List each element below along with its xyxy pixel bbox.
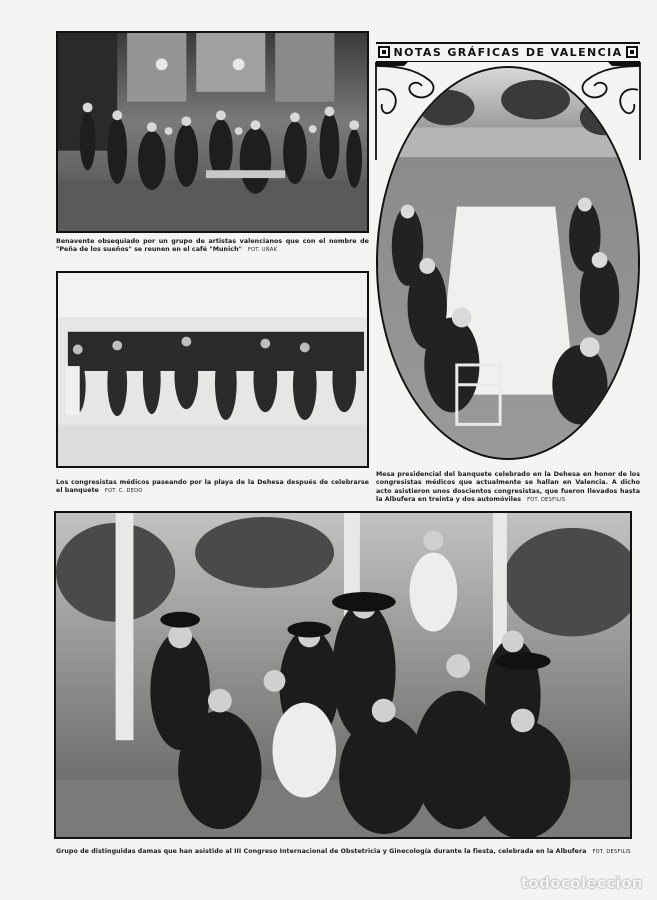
credit-beach: FOT. C. DEDO <box>104 488 143 495</box>
credit-cafe: FOT. UÑAK <box>247 247 278 254</box>
page-title: NOTAS GRÁFICAS DE VALENCIA <box>393 46 623 59</box>
photo-beach <box>56 271 369 468</box>
caption-beach-text: Los congresistas médicos paseando por la playa de la Dehesa después de celebrarse el banquete <box>56 479 369 495</box>
caption-banquet <box>376 471 640 504</box>
corner-ornament-right-icon <box>626 46 638 58</box>
watermark-logo: todocoleccion <box>520 874 643 892</box>
caption-ladies-text: Grupo de distinguidas damas que han asistido al III Congreso Internacional de Obstetricia y Ginecología durante la fiesta, celebrada en la Albufera <box>56 848 587 855</box>
photo-cafe-munich <box>56 31 369 233</box>
art-nouveau-ornament-icon <box>374 60 642 170</box>
photo-ladies <box>54 511 632 839</box>
photo-cafe-image <box>58 33 367 231</box>
caption-cafe-text: Benavente obsequiado por un grupo de artistas valencianos que con el nombre de "Peña de los sueños" se reunen en el café "Munich" <box>56 238 369 254</box>
caption-cafe <box>56 238 369 255</box>
caption-banquet-text: Mesa presidencial del banquete celebrado en la Dehesa en honor de los congresistas médicos que actualmente se hallan en Valencia. A dicho acto asistieron unos doscientos congresistas, que fueron llevados hasta la Albufera en treinta y dos automóviles <box>376 471 640 503</box>
photo-ladies-image <box>56 513 630 837</box>
credit-banquet: FOT. DESFILIS <box>527 496 566 503</box>
caption-beach <box>56 479 369 496</box>
photo-beach-image <box>58 273 367 466</box>
credit-ladies: FOT. DESFILIS <box>592 849 631 855</box>
page-title-block <box>376 42 640 62</box>
caption-ladies <box>56 848 634 856</box>
